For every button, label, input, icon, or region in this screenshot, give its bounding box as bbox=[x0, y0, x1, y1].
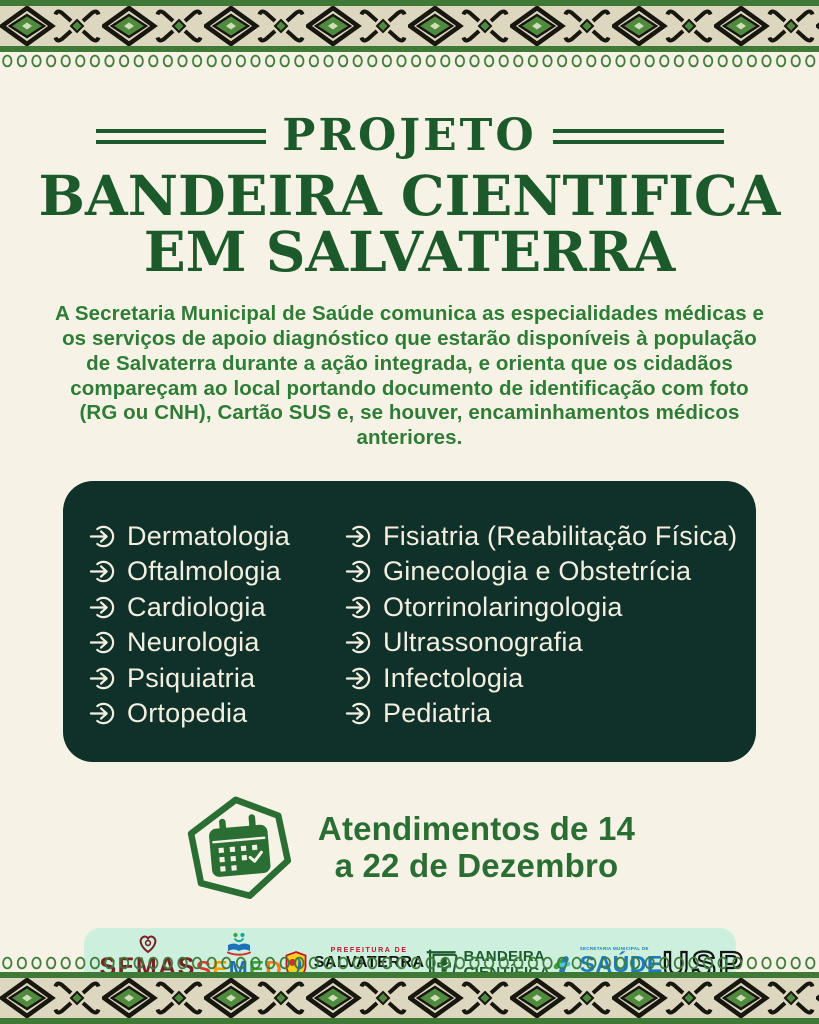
bottom-circles-row-icon bbox=[0, 954, 819, 972]
heart-stethoscope-icon bbox=[135, 932, 161, 954]
arrow-in-circle-icon bbox=[89, 629, 116, 656]
specialty-label: Otorrinolaringologia bbox=[383, 591, 623, 622]
list-item bbox=[345, 662, 738, 693]
specialty-label: Cardiologia bbox=[127, 591, 266, 622]
list-item bbox=[89, 662, 345, 693]
list-item bbox=[345, 591, 738, 622]
arrow-in-circle-icon bbox=[345, 665, 372, 692]
specialty-label: Psiquiatria bbox=[127, 662, 256, 693]
specialty-label: Neurologia bbox=[127, 627, 260, 658]
saude-small-label: SECRETARIA MUNICIPAL DE bbox=[579, 946, 649, 952]
bottom-green-strip bbox=[0, 1018, 819, 1024]
arrow-in-circle-icon bbox=[345, 523, 372, 550]
arrow-in-circle-icon bbox=[345, 558, 372, 585]
specialty-label: Fisiatria (Reabilitação Física) bbox=[383, 520, 738, 551]
specialty-label: Infectologia bbox=[383, 662, 524, 693]
specialties-panel bbox=[63, 481, 756, 762]
specialty-label: Ortopedia bbox=[127, 698, 248, 729]
page-title bbox=[0, 163, 819, 285]
marajoara-pattern-band-icon bbox=[0, 978, 819, 1018]
kicker-title: PROJETO bbox=[282, 110, 537, 161]
list-item bbox=[345, 700, 738, 727]
page-title-line1: BANDEIRA CIENTIFICA bbox=[38, 163, 781, 228]
schedule-line2: a 22 de Dezembro bbox=[334, 846, 619, 884]
list-item bbox=[345, 558, 738, 585]
list-item bbox=[345, 629, 738, 656]
arrow-in-circle-icon bbox=[89, 558, 116, 585]
specialty-label: Ultrassonografia bbox=[383, 627, 583, 658]
schedule-text bbox=[318, 811, 635, 885]
list-item bbox=[345, 520, 738, 551]
list-item bbox=[89, 700, 345, 727]
page-title-line2: EM SALVATERRA bbox=[143, 219, 676, 285]
specialty-label: Dermatologia bbox=[127, 520, 290, 551]
specialties-left-column bbox=[89, 520, 345, 762]
top-circles-row-icon bbox=[0, 52, 819, 70]
list-item bbox=[89, 558, 345, 585]
arrow-in-circle-icon bbox=[89, 665, 116, 692]
intro-paragraph: A Secretaria Municipal de Saúde comunica as especialidades médicas e os serviços de apoio diagnóstico que estarão disponíveis à população de Salvaterra durante a ação integrada, e orienta que os cidadãos compareçam ao local portando documento de identificação com foto (RG ou CNH), Cartão SUS e, se houver, encaminhamentos médicos anteriores. bbox=[54, 302, 765, 450]
prefeitura-top-label: PREFEITURA DE bbox=[330, 947, 408, 955]
top-border-pattern bbox=[0, 0, 819, 70]
specialty-label: Ginecologia e Obstetrícia bbox=[383, 556, 692, 587]
bottom-border-pattern bbox=[0, 954, 819, 1024]
schedule-line1: Atendimentos de 14 bbox=[317, 810, 636, 848]
arrow-in-circle-icon bbox=[345, 700, 372, 727]
calendar-icon bbox=[184, 794, 296, 902]
kicker-left-lines bbox=[96, 129, 267, 144]
marajoara-pattern-band-icon bbox=[0, 6, 819, 46]
specialty-label: Oftalmologia bbox=[127, 556, 281, 587]
specialties-right-column bbox=[345, 520, 738, 762]
list-item bbox=[89, 591, 345, 622]
kicker-right-lines bbox=[553, 129, 724, 144]
schedule-section bbox=[0, 794, 819, 902]
arrow-in-circle-icon bbox=[345, 594, 372, 621]
arrow-in-circle-icon bbox=[89, 594, 116, 621]
kicker-row bbox=[96, 110, 724, 161]
list-item bbox=[89, 629, 345, 656]
arrow-in-circle-icon bbox=[345, 629, 372, 656]
list-item bbox=[89, 520, 345, 551]
arrow-in-circle-icon bbox=[89, 523, 116, 550]
arrow-in-circle-icon bbox=[89, 700, 116, 727]
specialty-label: Pediatria bbox=[383, 698, 492, 729]
